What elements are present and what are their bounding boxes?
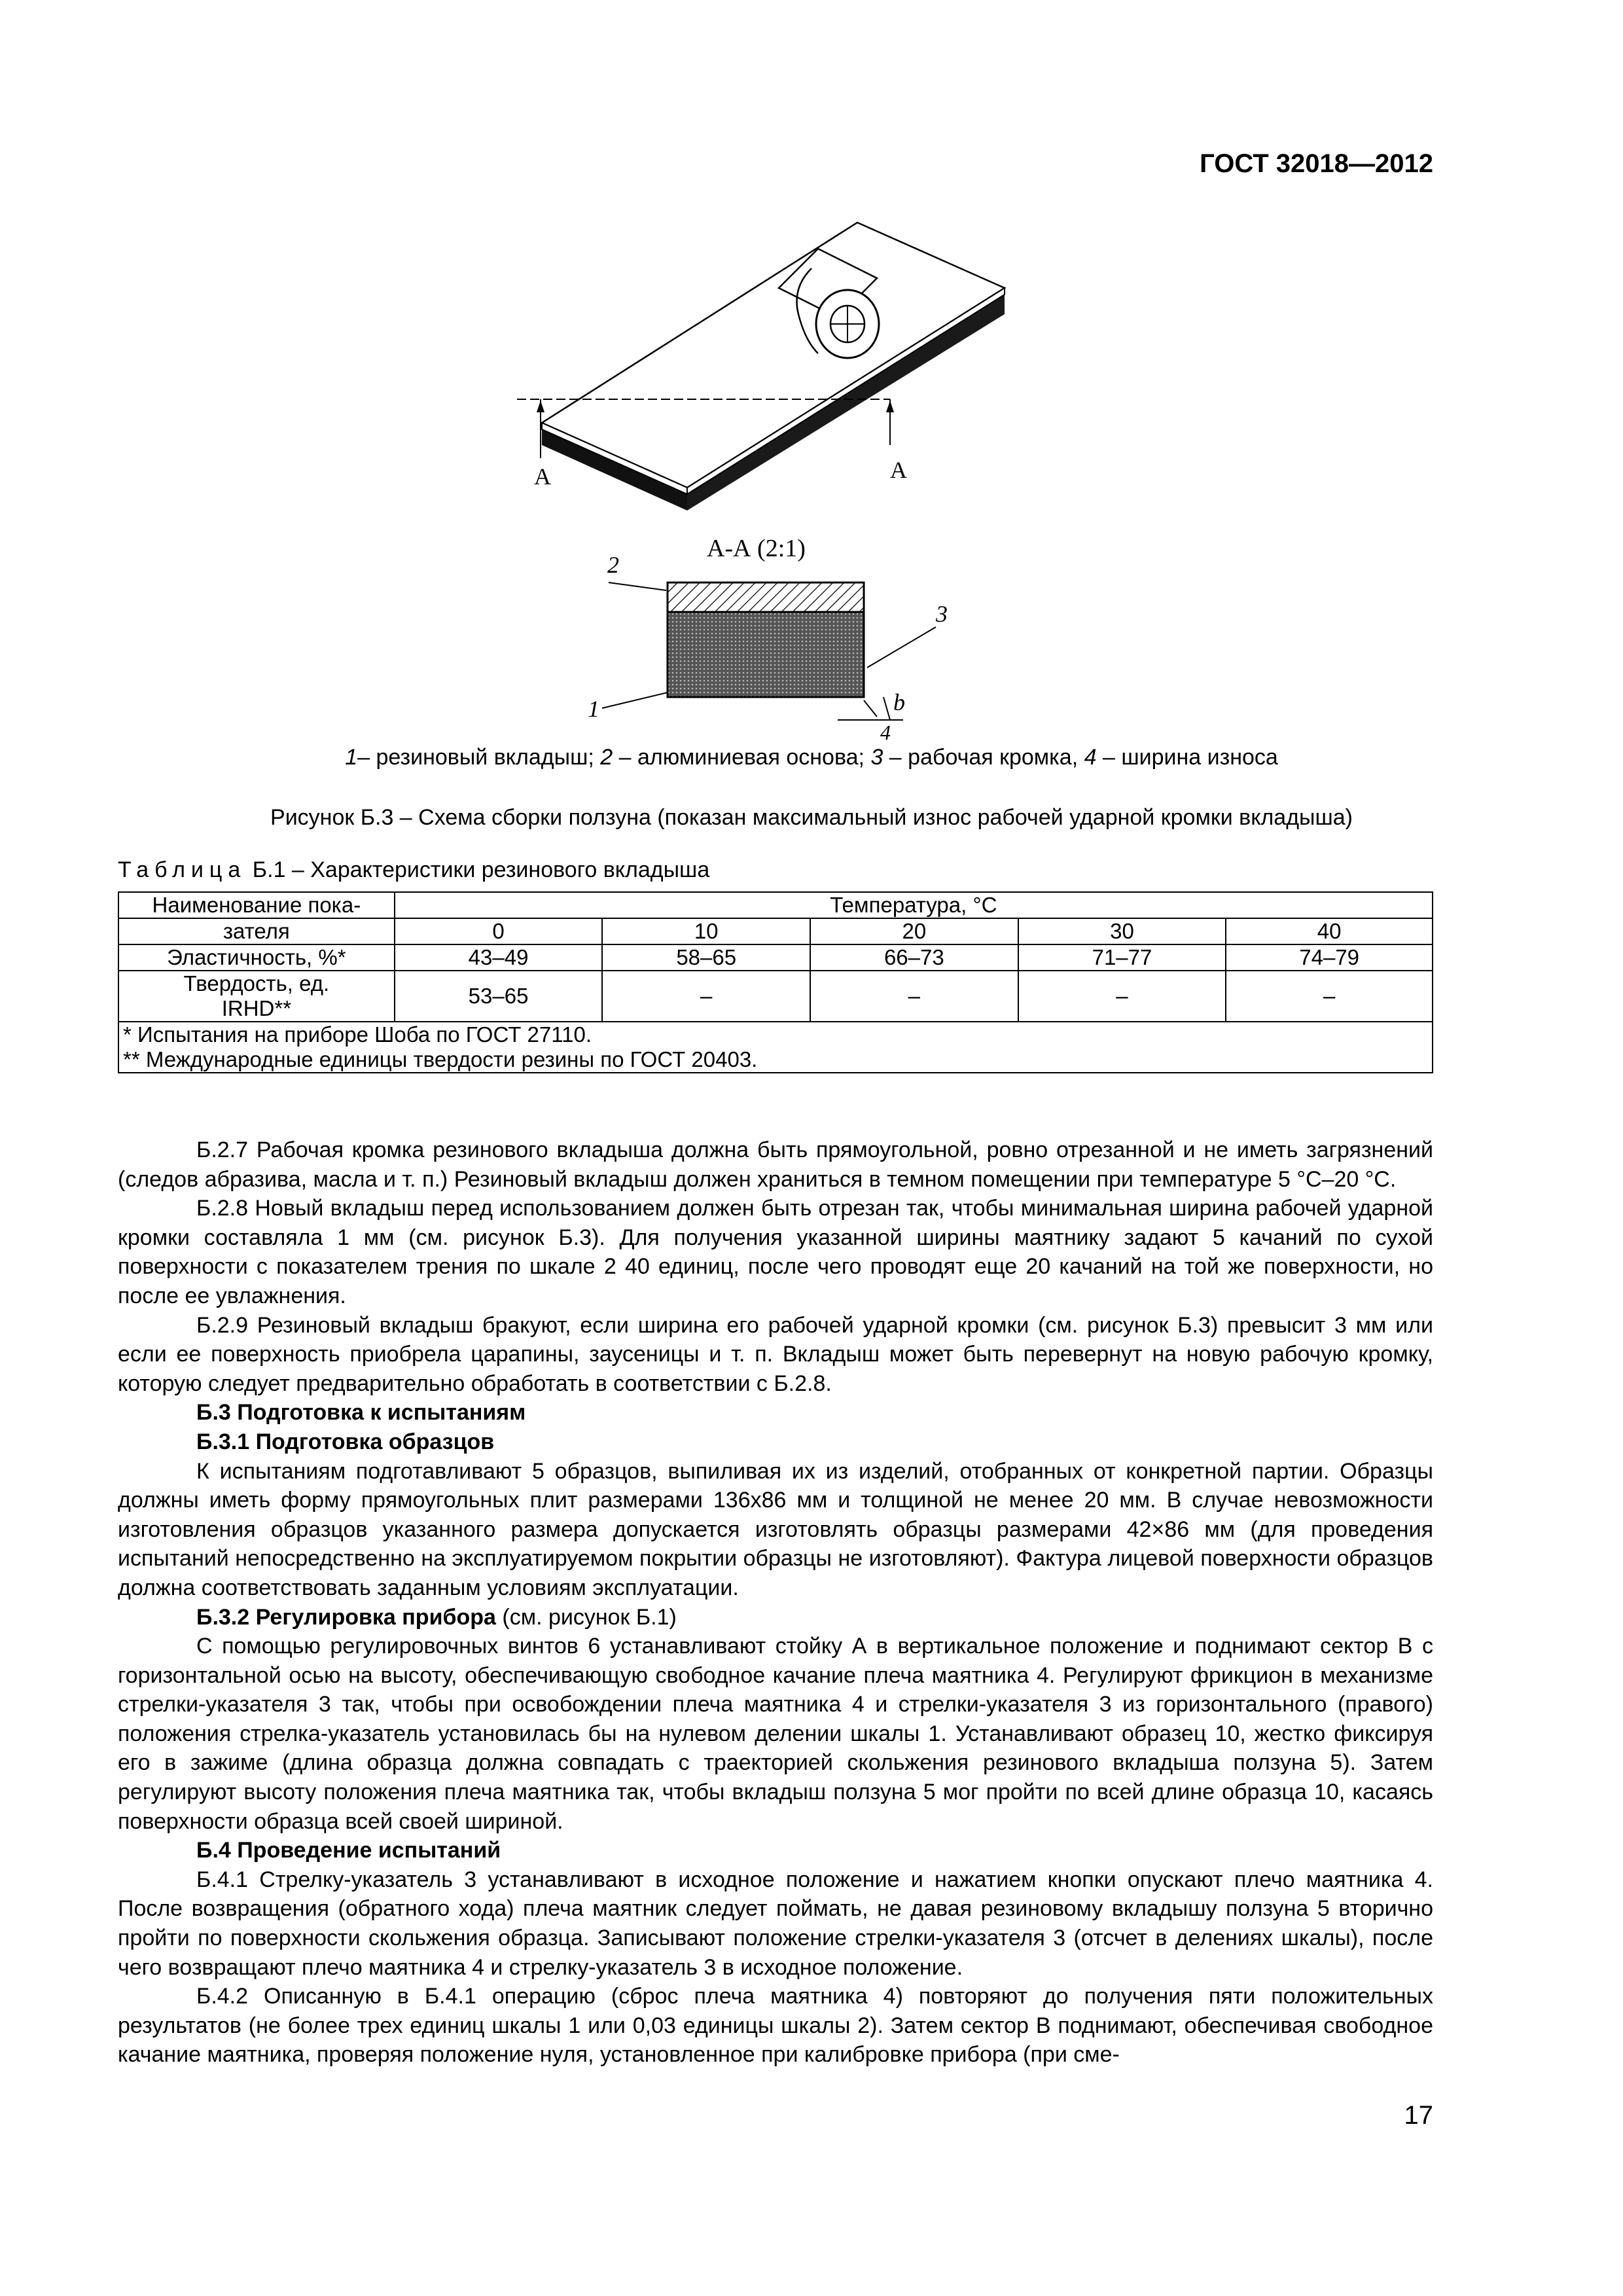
heading-b-3-2-ref: (см. рисунок Б.1) — [495, 1604, 677, 1630]
table-note-2: ** Международные единицы твердости резины по ГОСТ 20403. — [123, 1047, 758, 1071]
callout-b: b — [893, 689, 905, 715]
callout-2: 2 — [607, 552, 619, 578]
table-notes — [118, 1022, 1433, 1073]
callout-1: 1 — [588, 696, 599, 722]
paragraph-b-2-9: Б.2.9 Резиновый вкладыш бракуют, если ширина его рабочей ударной кромки (см. рисунок Б.3) превысит 3 мм или если ее поверхность приобрела царапины, заусеницы и т. п. Вкладыш может быть перевернут на новую рабочую кромку, которую следует предварительно обработать в соответствии с Б.2.8. — [118, 1312, 1433, 1396]
heading-b-4: Б.4 Проведение испытаний — [196, 1838, 501, 1863]
legend-text-2: – алюминиевая основа; — [613, 745, 871, 770]
table-notes-row — [118, 1022, 1433, 1073]
header-indicator-line2: зателя — [118, 918, 395, 944]
header-temp-0: 0 — [395, 918, 603, 944]
section-mark-right: А — [890, 457, 907, 483]
row-name-line2: IRHD** — [221, 996, 292, 1020]
page-number: 17 — [1404, 2101, 1433, 2130]
slider-assembly-figure — [510, 216, 1034, 740]
legend-num-4: 4 — [1084, 745, 1097, 770]
table-row — [118, 944, 1433, 971]
table-cell: 66–73 — [810, 944, 1018, 971]
legend-text-1: – резиновый вкладыш; — [357, 745, 601, 770]
paragraph-b-4-1: Б.4.1 Стрелку-указатель 3 устанавливают в исходное положение и нажатием кнопки опускают плечо маятника 4. После возвращения (обратного хода) плеча маятник следует поймать, не давая резиновому вкладышу ползуна 5 вторично пройти по поверхности скольжения образца. Записывают положение стрелки-указателя 3 (отсчет в делениях шкалы), после чего возвращают плечо маятника 4 и стрелку-указатель 3 в исходное положение. — [118, 1867, 1433, 1980]
table-title-text: Б.1 – Характеристики резинового вкладыша — [246, 857, 710, 882]
table-cell: – — [810, 971, 1018, 1022]
figure-legend — [0, 745, 1623, 770]
legend-num-3: 3 — [870, 745, 883, 770]
heading-b-3: Б.3 Подготовка к испытаниям — [196, 1400, 526, 1426]
table-header-row-1 — [118, 892, 1433, 918]
table-label: Таблица — [118, 857, 247, 882]
header-temp-10: 10 — [602, 918, 810, 944]
callout-4: 4 — [880, 721, 891, 740]
table-cell: – — [602, 971, 810, 1022]
table-cell: 58–65 — [602, 944, 810, 971]
paragraph-b-3-2: С помощью регулировочных винтов 6 устанавливают стойку А в вертикальное положение и поднимают сектор В с горизонтальной осью на высоту, обеспечивающую свободное качание плеча маятника 4. Регулируют фрикцион в механизме стрелки-указателя 3 так, чтобы при освобождении плеча маятника 4 и стрелки-указателя 3 из горизонтального (правого) положения стрелка-указатель установилась бы на нулевом делении шкалы 1. Устанавливают образец 10, жестко фиксируя его в зажиме (длина образца должна совпадать с траекторией скольжения резинового вкладыша ползуна 5). Затем регулируют высоту положения плеча маятника так, чтобы вкладыш ползуна 5 мог пройти по всей длине образца 10, касаясь поверхности образца всей своей шириной. — [118, 1634, 1433, 1834]
table-header-row-2 — [118, 918, 1433, 944]
heading-b-3-2-title: Б.3.2 Регулировка прибора — [196, 1604, 496, 1630]
callout-3: 3 — [936, 601, 948, 627]
slider-isometric-view — [517, 223, 1005, 511]
paragraph-b-4-2: Б.4.2 Описанную в Б.4.1 операцию (сброс плеча маятника 4) повторяют до получения пяти положительных результатов (не более трех единиц шкалы 1 или 0,03 единицы шкалы 2). Затем сектор В поднимают, обеспечивая свободное качание маятника, проверяя положение нуля, установленное при калибровке прибора (при сме- — [118, 1984, 1433, 2068]
legend-text-4: – ширина износа — [1096, 745, 1278, 770]
header-temperature: Температура, °С — [395, 892, 1433, 918]
table-row — [118, 971, 1433, 1022]
table-cell: 71–77 — [1018, 944, 1226, 971]
section-mark-left: А — [534, 463, 551, 490]
paragraph-b-2-8: Б.2.8 Новый вкладыш перед использованием должен быть отрезан так, чтобы минимальная ширина рабочей ударной кромки составляла 1 мм (см. рисунок Б.3). Для получения указанной ширины маятнику задают 5 качаний по сухой поверхности с показателем трения по шкале 2 40 единиц, после чего проводят еще 20 качаний на той же поверхности, но после ее увлажнения. — [118, 1196, 1433, 1308]
document-header: ГОСТ 32018—2012 — [1200, 149, 1433, 178]
header-temp-40: 40 — [1226, 918, 1433, 944]
row-name — [118, 971, 395, 1022]
paragraph-b-3-1: К испытаниям подготавливают 5 образцов, выпиливая их из изделий, отобранных от конкретной партии. Образцы должны иметь форму прямоугольных плит размерами 136х86 мм и толщиной не менее 20 мм. В случае невозможности изготовления образцов указанного размера допускается изготовлять образцы размерами 42×86 мм (для проведения испытаний непосредственно на эксплуатируемом покрытии образцы не изготовляют). Фактура лицевой поверхности образцов должна соответствовать заданным условиям эксплуатации. — [118, 1458, 1433, 1600]
body-text — [118, 1136, 1433, 2070]
table-title — [118, 857, 709, 883]
section-title: А-А (2:1) — [707, 535, 806, 562]
heading-b-3-2 — [118, 1603, 1433, 1632]
cross-section-view — [602, 583, 936, 720]
legend-num-1: 1 — [345, 745, 358, 770]
paragraph-b-2-7: Б.2.7 Рабочая кромка резинового вкладыша должна быть прямоугольной, ровно отрезанной и не иметь загрязнений (следов абразива, масла и т. п.) Резиновый вкладыш должен храниться в темном помещении при температуре 5 °С–20 °С. — [118, 1138, 1433, 1192]
table-cell: – — [1226, 971, 1433, 1022]
header-temp-20: 20 — [810, 918, 1018, 944]
heading-b-3-1: Б.3.1 Подготовка образцов — [196, 1429, 495, 1454]
header-temp-30: 30 — [1018, 918, 1226, 944]
figure-caption: Рисунок Б.3 – Схема сборки ползуна (показан максимальный износ рабочей ударной кромки вкладыша) — [270, 805, 1353, 830]
rubber-properties-table — [118, 891, 1433, 1073]
table-cell: 74–79 — [1226, 944, 1433, 971]
table-note-1: * Испытания на приборе Шоба по ГОСТ 27110. — [123, 1022, 592, 1047]
table-cell: 43–49 — [395, 944, 603, 971]
row-name: Эластичность, %* — [118, 944, 395, 971]
header-indicator-line1: Наименование пока- — [118, 892, 395, 918]
legend-text-3: – рабочая кромка, — [883, 745, 1084, 770]
table-cell: 53–65 — [395, 971, 603, 1022]
table-cell: – — [1018, 971, 1226, 1022]
row-name-line1: Твердость, ед. — [183, 971, 330, 996]
legend-num-2: 2 — [600, 745, 613, 770]
